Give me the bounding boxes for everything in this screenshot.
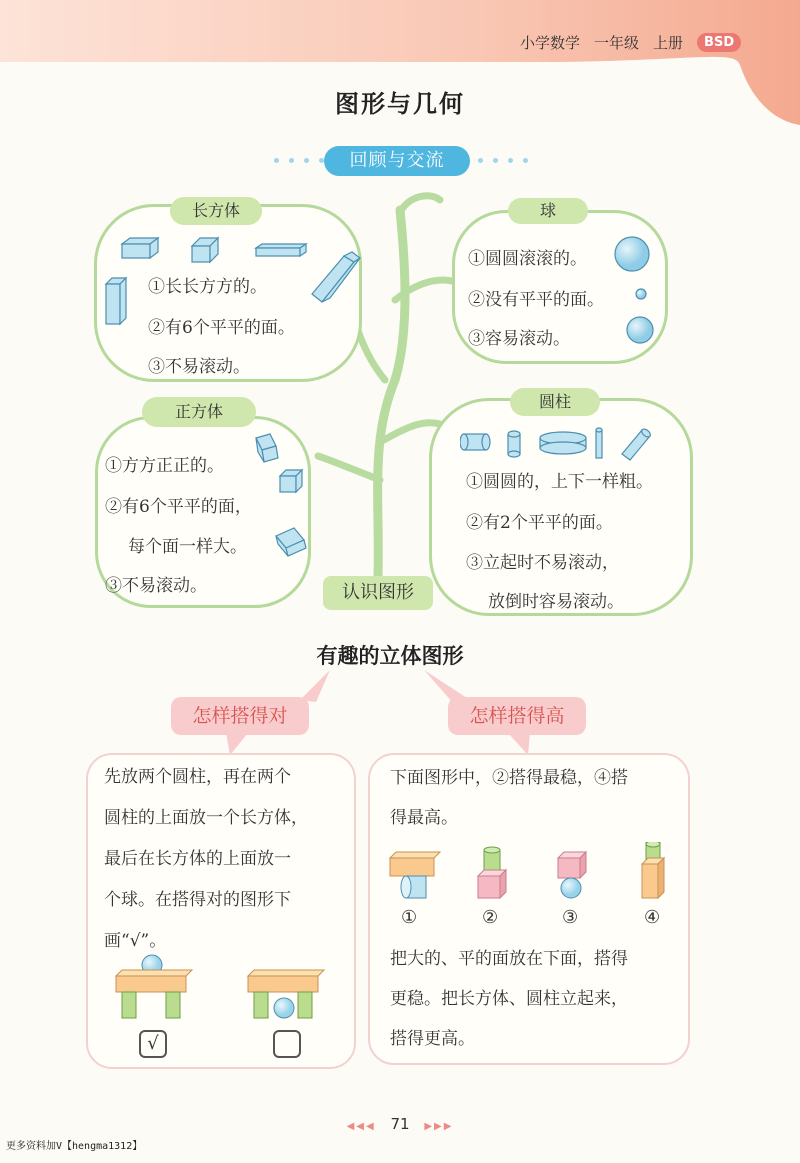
trunk-label: 认识图形 (323, 576, 433, 610)
stack-right-tag: 怎样搭得对 (171, 697, 309, 735)
prev-arrows-icon[interactable]: ◀◀◀ (346, 1121, 376, 1132)
sphere-fact-2: ②没有平平的面。 (468, 290, 604, 310)
sphere-icons (610, 232, 660, 352)
cylinder-fact-3-cont: 放倒时容易滚动。 (488, 592, 624, 612)
cuboid-tag: 长方体 (170, 197, 262, 225)
header-volume: 上册 (653, 34, 684, 52)
stack-high-outro-2: 更稳。把长方体、圆柱立起来， (390, 989, 628, 1009)
cylinder-tag: 圆柱 (510, 388, 600, 416)
watermark: 更多资料加V【hengma1312】 (6, 1141, 143, 1152)
main-topic: 有趣的立体图形 (316, 644, 464, 668)
figure-label-1: ① (401, 907, 418, 928)
cube-fact-3: ③不易滚动。 (105, 576, 207, 596)
header-subject: 小学数学 (520, 34, 581, 52)
cube-tag: 正方体 (142, 397, 256, 427)
cuboid-fact-1: ①长长方方的。 (148, 277, 267, 297)
header-grade: 一年级 (594, 34, 640, 52)
sphere-fact-1: ①圆圆滚滚的。 (468, 249, 587, 269)
figure-label-3: ③ (562, 907, 579, 928)
stack-high-figures (384, 842, 684, 908)
next-arrows-icon[interactable]: ▶▶▶ (424, 1121, 454, 1132)
cuboid-tall-icon (100, 274, 136, 334)
cube-icons (250, 432, 310, 562)
stack-high-outro-3: 搭得更高。 (390, 1029, 475, 1049)
cuboid-fact-2: ②有6个平平的面。 (148, 318, 295, 338)
stack-right-line-2: 圆柱的上面放一个长方体， (104, 808, 308, 828)
check-box-1[interactable]: √ (139, 1030, 167, 1058)
page-nav (320, 1115, 480, 1133)
stack-high-outro-1: 把大的、平的面放在下面，搭得 (390, 949, 628, 969)
cylinder-fact-1: ①圆圆的，上下一样粗。 (466, 472, 653, 492)
page-title: 图形与几何 (335, 90, 465, 118)
stack-right-figures (106, 952, 336, 1024)
cube-fact-2: ②有6个平平的面， (105, 497, 252, 517)
check-box-2[interactable] (273, 1030, 301, 1058)
cylinder-fact-3: ③立起时不易滚动， (466, 553, 619, 573)
stack-high-tag: 怎样搭得高 (448, 697, 586, 735)
cylinder-fact-2: ②有2个平平的面。 (466, 513, 613, 533)
stack-high-intro-1: 下面图形中，②搭得最稳，④搭 (390, 768, 628, 788)
sphere-fact-3: ③容易滚动。 (468, 329, 570, 349)
cube-fact-1: ①方方正正的。 (105, 456, 224, 476)
stack-high-intro-2: 得最高。 (390, 808, 458, 828)
publisher-badge: BSD (697, 33, 741, 52)
cylinder-icons (460, 424, 660, 464)
stack-right-line-1: 先放两个圆柱，再在两个 (104, 767, 291, 787)
cuboid-tilted-icon (308, 250, 364, 310)
cuboid-fact-3: ③不易滚动。 (148, 357, 250, 377)
stack-right-line-4: 个球。在搭得对的图形下 (104, 890, 291, 910)
topic-connectors (0, 660, 800, 720)
figure-label-2: ② (482, 907, 499, 928)
sphere-tag: 球 (508, 198, 588, 224)
cube-fact-2-cont: 每个面一样大。 (128, 537, 247, 557)
stack-right-line-5: 画“√”。 (104, 931, 167, 951)
figure-label-4: ④ (644, 907, 661, 928)
page-number: 71 (390, 1115, 410, 1133)
stack-right-line-3: 最后在长方体的上面放一 (104, 849, 291, 869)
review-pill: 回顾与交流 (324, 146, 470, 176)
